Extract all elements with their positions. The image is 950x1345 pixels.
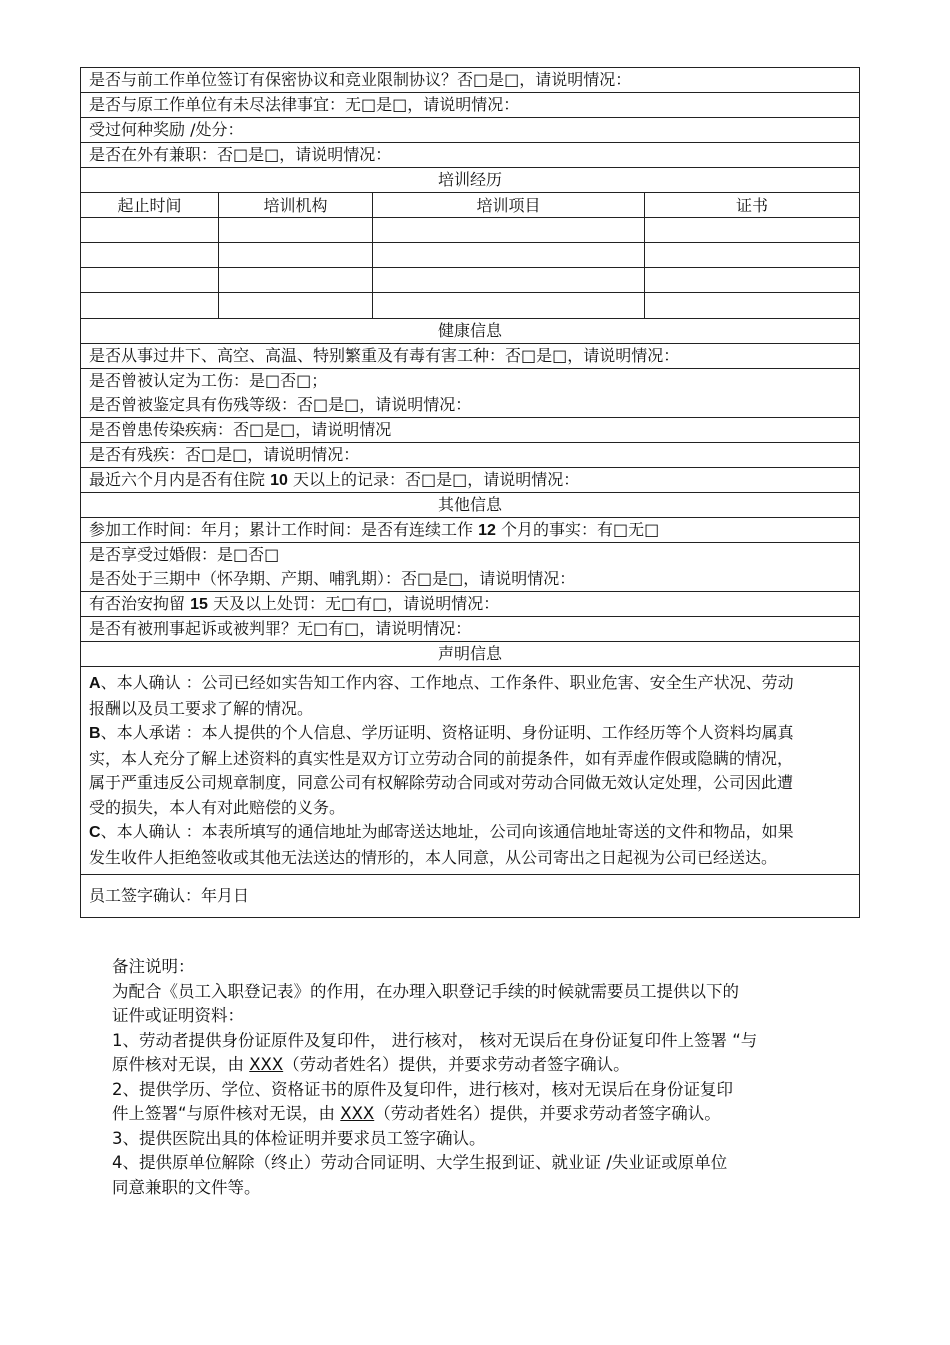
- declaration-a-text: 、本人确认 ：公司已经如实告知工作内容、工作地点、工作条件、职业危害、安全生产状况、劳动报酬以及员工要求了解的情况。: [89, 673, 794, 718]
- training-cell[interactable]: [219, 293, 373, 318]
- other-section-title: 其他信息: [81, 493, 859, 518]
- training-cell[interactable]: [81, 293, 219, 318]
- declaration-b-text: 、本人承诺 ：本人提供的个人信息、学历证明、资格证明、身份证明、工作经历等个人资料均属真实，本人充分了解上述资料的真实性是双方订立劳动合同的前提条件，如有弄虚作假或隐瞒的情况，属于严重违反公司规章制度，同意公司有权解除劳动合同或对劳动合同做无效认定处理，公司因此遭受的损失，本人有对此赔偿的义务。: [89, 723, 794, 817]
- work-injury-line: 是否曾被认定为工伤：是□否□；: [89, 371, 328, 390]
- training-header-institution: 培训机构: [219, 193, 373, 218]
- work-history-question: [81, 518, 859, 543]
- hospitalization-text: 最近六个月内是否有住院: [89, 470, 271, 489]
- hospitalization-days: 10: [270, 472, 288, 489]
- infectious-disease-question: 是否曾患传染疾病：否□是□，请说明情况: [81, 418, 859, 443]
- training-cell[interactable]: [81, 243, 219, 268]
- remark-2-placeholder: XXX: [340, 1104, 375, 1123]
- training-header-program: 培训项目: [373, 193, 645, 218]
- declaration-section-title: 声明信息: [81, 642, 859, 667]
- confidentiality-question: 是否与前工作单位签订有保密协议和竞业限制协议？否□是□，请说明情况：: [81, 68, 859, 93]
- training-cell[interactable]: [219, 218, 373, 243]
- remark-2-line-2: [112, 1102, 842, 1127]
- remarks-intro-2: 证件或证明资料：: [112, 1006, 244, 1025]
- remarks-intro-1: 为配合《员工入职登记表》的作用，在办理入职登记手续的时候就需要员工提供以下的: [112, 981, 739, 1001]
- training-cell[interactable]: [645, 243, 859, 268]
- declaration-body: [81, 667, 859, 875]
- remark-3: 3、提供医院出具的体检证明并要求员工签字确认。: [112, 1128, 486, 1148]
- remarks-title: 备注说明：: [112, 957, 195, 976]
- remark-1-placeholder: XXX: [249, 1055, 284, 1074]
- training-table: [81, 193, 859, 319]
- training-cell[interactable]: [373, 293, 645, 318]
- remark-1-text: 原件核对无误，由: [112, 1055, 250, 1074]
- registration-form-table: [80, 67, 860, 918]
- remarks-section: [112, 955, 842, 1200]
- training-cell[interactable]: [219, 243, 373, 268]
- training-cell[interactable]: [219, 268, 373, 293]
- remark-1-text-end: （劳动者姓名）提供，并要求劳动者签字确认。: [283, 1055, 630, 1074]
- detention-days: 15: [190, 596, 208, 613]
- three-periods-line: 是否处于三期中（怀孕期、产期、哺乳期）：否□是□，请说明情况：: [89, 569, 576, 588]
- training-cell[interactable]: [645, 293, 859, 318]
- declaration-b: [89, 721, 807, 820]
- detention-text: 有否治安拘留: [89, 594, 191, 613]
- disability-question: 是否有残疾：否□是□，请说明情况：: [81, 443, 859, 468]
- injury-question: [81, 369, 859, 418]
- health-section-title: 健康信息: [81, 319, 859, 344]
- training-cell[interactable]: [645, 218, 859, 243]
- training-section-title: 培训经历: [81, 168, 859, 193]
- training-header-certificate: 证书: [645, 193, 859, 218]
- remark-2-text-end: （劳动者姓名）提供，并要求劳动者签字确认。: [374, 1104, 721, 1123]
- remark-1-line-1: 1、劳动者提供身份证原件及复印件， 进行核对， 核对无误后在身份证复印件上签署 “与: [112, 1030, 758, 1050]
- employee-signature[interactable]: 员工签字确认：年月日: [89, 886, 250, 905]
- declaration-a-label: A: [89, 675, 101, 692]
- disability-grade-line: 是否曾被鉴定具有伤残等级：否□是□，请说明情况：: [89, 395, 472, 414]
- declaration-c: [89, 820, 807, 870]
- training-cell[interactable]: [373, 243, 645, 268]
- remark-4-line-1: 4、提供原单位解除（终止）劳动合同证明、大学生报到证、就业证 /失业证或原单位: [112, 1153, 728, 1172]
- detention-question: [81, 592, 859, 617]
- remark-2-text: 件上签署“与原件核对无误，由: [112, 1104, 341, 1123]
- continuous-months: 12: [478, 522, 496, 539]
- legal-matters-question: 是否与原工作单位有未尽法律事宜：无□是□，请说明情况：: [81, 93, 859, 118]
- remark-4-line-2: 同意兼职的文件等。: [112, 1177, 261, 1197]
- hospitalization-text-end: 天以上的记录：否□是□，请说明情况：: [287, 470, 580, 489]
- training-cell[interactable]: [81, 218, 219, 243]
- training-cell[interactable]: [373, 268, 645, 293]
- declaration-c-text: 、本人确认 ：本表所填写的通信地址为邮寄送达地址，公司向该通信地址寄送的文件和物品，如果发生收件人拒绝签收或其他无法送达的情形的，本人同意，从公司寄出之日起视为公司已经送达。: [89, 822, 794, 867]
- detention-text-end: 天及以上处罚：无□有□，请说明情况：: [207, 594, 500, 613]
- hazardous-work-question: 是否从事过井下、高空、高温、特别繁重及有毒有害工种：否□是□，请说明情况：: [81, 344, 859, 369]
- part-time-question: 是否在外有兼职：否□是□，请说明情况：: [81, 143, 859, 168]
- work-history-text: 参加工作时间：年月；累计工作时间：是否有连续工作: [89, 520, 479, 539]
- declaration-c-label: C: [89, 824, 101, 841]
- training-cell[interactable]: [645, 268, 859, 293]
- hospitalization-question: [81, 468, 859, 493]
- training-header-period: 起止时间: [81, 193, 219, 218]
- declaration-a: [89, 671, 807, 721]
- work-history-text-end: 个月的事实：有□无□: [495, 520, 660, 539]
- remark-2-line-1: 2、提供学历、学位、资格证书的原件及复印件，进行核对，核对无误后在身份证复印: [112, 1079, 733, 1099]
- training-cell[interactable]: [373, 218, 645, 243]
- leave-question: [81, 543, 859, 592]
- remark-1-line-2: [112, 1053, 842, 1078]
- criminal-question: 是否有被刑事起诉或被判罪？无□有□，请说明情况：: [81, 617, 859, 642]
- awards-question: 受过何种奖励 /处分：: [81, 118, 859, 143]
- marriage-leave-line: 是否享受过婚假：是□否□: [89, 545, 280, 564]
- declaration-b-label: B: [89, 725, 101, 742]
- training-cell[interactable]: [81, 268, 219, 293]
